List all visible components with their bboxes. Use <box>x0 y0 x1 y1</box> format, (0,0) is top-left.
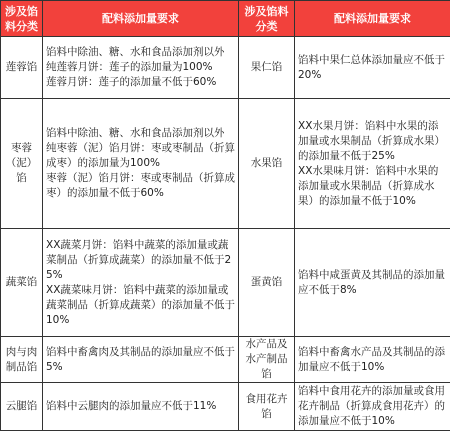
header-filling-category-right: 涉及馅料分类 <box>239 1 295 37</box>
requirement-line: XX水果味月饼：馅料中水果的添加量或水果制品（折算成水果）的添加量不低于10% <box>298 164 447 209</box>
filling-name: 水产品及水产制品馅 <box>239 337 295 383</box>
requirement-line: 馅料中畜禽肉及其制品的添加量应不低于5% <box>46 345 235 375</box>
requirement-text <box>43 337 239 383</box>
requirement-line: 馅料中果仁总体添加量应不低于20% <box>298 53 447 83</box>
requirement-line: XX蔬菜味月饼：馅料中蔬菜的添加量或蔬菜制品（折算成蔬菜）的添加量不低于10% <box>46 283 235 328</box>
requirement-line: 纯莲蓉月饼：莲子的添加量为100% <box>46 60 235 75</box>
requirement-text <box>295 99 450 229</box>
requirement-text <box>43 383 239 431</box>
requirement-text <box>295 229 450 337</box>
requirement-text <box>43 37 239 99</box>
table-row <box>1 337 450 383</box>
requirement-line: 莲蓉月饼：莲子的添加量不低于60% <box>46 75 235 90</box>
header-filling-category-left: 涉及馅料分类 <box>1 1 43 37</box>
requirement-text <box>43 99 239 229</box>
filling-name: 云腿馅 <box>1 383 43 431</box>
filling-name: 枣蓉（泥）馅 <box>1 99 43 229</box>
filling-name: 食用花卉馅 <box>239 383 295 431</box>
filling-name: 蛋黄馅 <box>239 229 295 337</box>
requirement-line: 馅料中畜禽水产品及其制品的添加量应不低于10% <box>298 345 447 375</box>
requirement-line: XX水果月饼：馅料中水果的添加量或水果制品（折算成水果）的添加量不低于25% <box>298 119 447 164</box>
filling-name: 肉与肉制品馅 <box>1 337 43 383</box>
requirement-text <box>295 383 450 431</box>
requirement-line: 馅料中咸蛋黄及其制品的添加量应不低于8% <box>298 268 447 298</box>
requirement-text <box>295 337 450 383</box>
requirement-line: 馅料中云腿肉的添加量应不低于11% <box>46 399 235 414</box>
table-row <box>1 99 450 229</box>
table-row <box>1 383 450 431</box>
filling-name: 水果馅 <box>239 99 295 229</box>
table-row <box>1 37 450 99</box>
header-ingredient-requirement-left: 配料添加量要求 <box>43 1 239 37</box>
filling-name: 蔬菜馅 <box>1 229 43 337</box>
requirement-line: 纯枣蓉（泥）馅月饼：枣或枣制品（折算成枣）的添加量为100% <box>46 141 235 171</box>
filling-name: 莲蓉馅 <box>1 37 43 99</box>
table-row <box>1 229 450 337</box>
requirement-line: 馅料中除油、糖、水和食品添加剂以外 <box>46 45 235 60</box>
requirement-line: 枣蓉（泥）馅月饼：枣或枣制品（折算成枣）的添加量不低于60% <box>46 171 235 201</box>
header-row <box>1 1 450 37</box>
filling-name: 果仁馅 <box>239 37 295 99</box>
requirement-text <box>43 229 239 337</box>
header-ingredient-requirement-right: 配料添加量要求 <box>295 1 450 37</box>
requirement-line: XX蔬菜月饼：馅料中蔬菜的添加量或蔬菜制品（折算成蔬菜）的添加量不低于25% <box>46 238 235 283</box>
requirement-line: 馅料中食用花卉的添加量或食用花卉制品（折算成食用花卉）的添加量应不低于10% <box>298 384 447 429</box>
requirement-line: 馅料中除油、糖、水和食品添加剂以外 <box>46 126 235 141</box>
requirement-text <box>295 37 450 99</box>
